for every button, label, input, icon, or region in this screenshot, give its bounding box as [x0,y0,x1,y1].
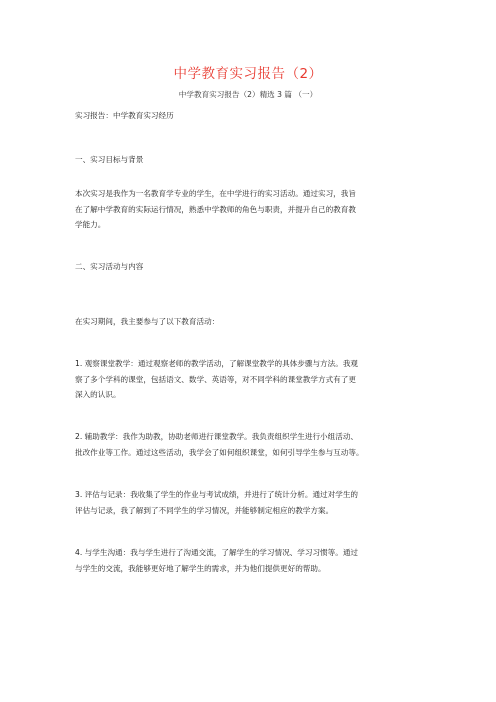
section2-intro: 在实习期间，我主要参与了以下教育活动： [75,317,220,326]
document-subtitle: 中学教育实习报告（2）精选 3 篇 （一） [178,90,318,99]
list-item-line: 4. 与学生沟通：我与学生进行了沟通交流，了解学生的学习情况、学习习惯等。通过 [75,548,359,557]
list-item-3 [75,487,431,518]
list-item-2 [75,429,431,460]
section1-line: 在了解中学教育的实际运行情况，熟悉中学教师的角色与职责，并提升自己的教育教 [75,204,356,214]
list-item-line: 2. 辅助教学：我作为助教，协助老师进行课堂教学。我负责组织学生进行小组活动、 [75,432,359,441]
section2-heading: 二、实习活动与内容 [75,262,144,271]
section1-body [75,186,431,233]
list-item-line: 1. 观察课堂教学：通过观察老师的教学活动，了解课堂教学的具体步骤与方法。我观 [75,359,359,368]
list-item-line: 3. 评估与记录：我收集了学生的作业与考试成绩，并进行了统计分析。通过对学生的 [75,490,359,499]
list-item-line: 深入的认识。 [75,390,121,399]
list-item-line: 批改作业等工作。通过这些活动，我学会了如何组织课堂，如何引导学生参与互动等。 [75,447,364,457]
section1-line: 学能力。 [75,220,106,229]
section1-line: 本次实习是我作为一名教育学专业的学生，在中学进行的实习活动。通过实习，我旨 [75,189,356,198]
list-item-4 [75,545,431,576]
document-title: 中学教育实习报告（2） [173,66,323,82]
list-item-line: 察了多个学科的课堂，包括语文、数学、英语等，对不同学科的课堂教学方式有了更 [75,374,356,384]
list-item-line: 与学生的交流，我能够更好地了解学生的需求，并为他们提供更好的帮助。 [75,563,326,573]
list-item-line: 评估与记录，我了解到了不同学生的学习情况，并能够制定相应的教学方案。 [75,505,334,515]
list-item-1 [75,356,431,403]
section1-heading: 一、实习目标与背景 [75,155,144,164]
report-heading: 实习报告：中学教育实习经历 [75,111,174,120]
